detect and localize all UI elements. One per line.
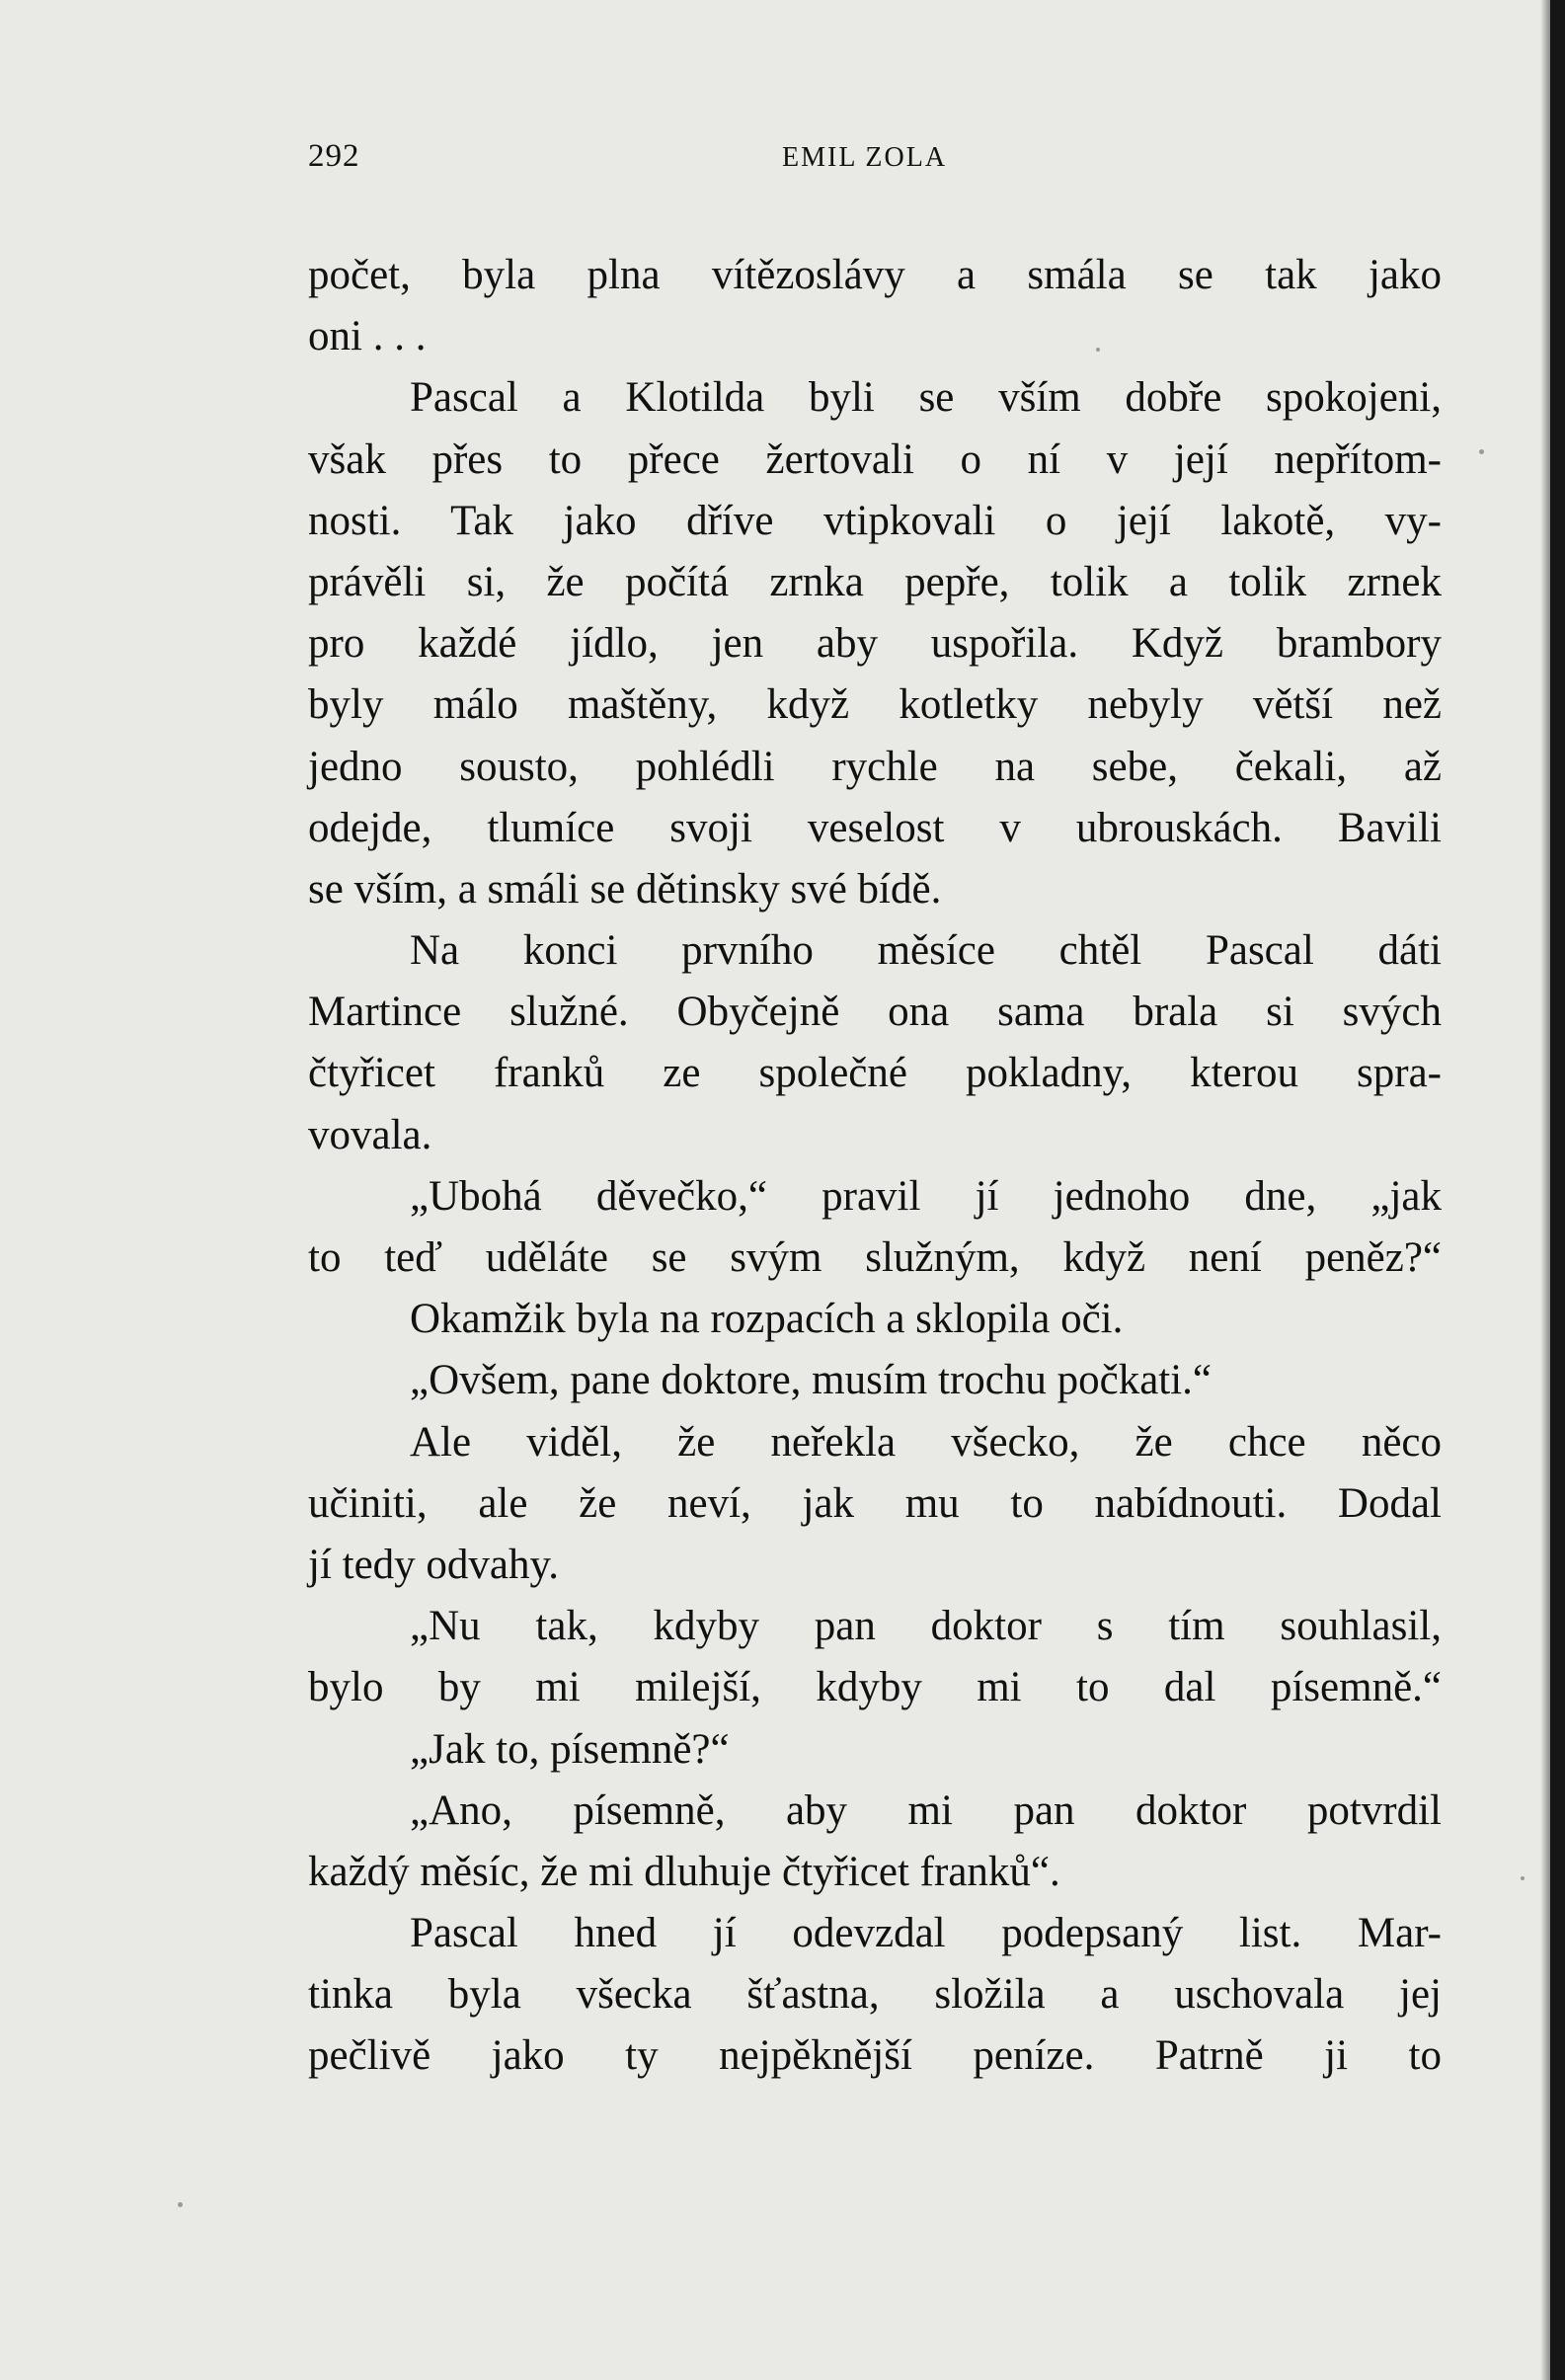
text-line: Okamžik byla na rozpacích a sklopila oči. xyxy=(410,1296,1124,1343)
text-line: právěli si, že počítá zrnka pepře, tolik a tolik zrnek xyxy=(308,558,1442,605)
text-line: „Ano, písemně, aby mi pan doktor potvrdil xyxy=(410,1786,1442,1834)
text-line: čtyřicet franků ze společné pokladny, kterou spra- xyxy=(308,1050,1442,1097)
scan-speck xyxy=(178,2202,183,2207)
text-line: pečlivě jako ty nejpěknější peníze. Patrně ji to xyxy=(308,2032,1442,2080)
page-header xyxy=(308,138,1439,188)
text-line: to teď uděláte se svým služným, když není peněz?“ xyxy=(308,1234,1442,1281)
text-line: však přes to přece žertovali o ní v její nepřítom- xyxy=(308,436,1442,483)
text-line: tinka byla všecka šťastna, složila a uschovala jej xyxy=(308,1971,1442,2019)
text-line: „Ovšem, pane doktore, musím trochu počkati.“ xyxy=(410,1357,1213,1404)
text-line: se vším, a smáli se dětinsky své bídě. xyxy=(308,865,942,912)
text-line: Pascal hned jí odevzdal podepsaný list. Mar- xyxy=(410,1910,1442,1957)
text-line: Martince služné. Obyčejně ona sama brala si svých xyxy=(308,989,1442,1036)
text-line: jí tedy odvahy. xyxy=(308,1541,559,1588)
text-line: odejde, tlumíce svoji veselost v ubrouskách. Bavili xyxy=(308,804,1442,851)
text-line: učiniti, ale že neví, jak mu to nabídnouti. Dodal xyxy=(308,1479,1442,1527)
text-line: jedno sousto, pohlédli rychle na sebe, čekali, až xyxy=(308,743,1442,790)
text-line: pro každé jídlo, jen aby uspořila. Když brambory xyxy=(308,620,1442,668)
text-line: každý měsíc, že mi dluhuje čtyřicet franků“. xyxy=(308,1848,1060,1895)
text-line: „Jak to, písemně?“ xyxy=(410,1725,730,1773)
text-line: Na konci prvního měsíce chtěl Pascal dáti xyxy=(410,927,1442,975)
text-line: počet, byla plna vítězoslávy a smála se tak jako xyxy=(308,252,1442,298)
text-line: „Ubohá děvečko,“ pravil jí jednoho dne, „jak xyxy=(410,1172,1442,1220)
page-edge-gradient xyxy=(1540,0,1550,2380)
text-line: Pascal a Klotilda byli se vším dobře spokojeni, xyxy=(410,374,1442,422)
text-line: vovala. xyxy=(308,1111,432,1158)
running-head: EMIL ZOLA xyxy=(782,142,948,173)
scan-speck xyxy=(1521,1876,1525,1880)
page-number: 292 xyxy=(308,138,360,174)
text-line: byly málo maštěny, když kotletky nebyly větší než xyxy=(308,681,1442,729)
text-line: Ale viděl, že neřekla všecko, že chce něco xyxy=(410,1418,1442,1466)
text-line: oni . . . xyxy=(308,313,427,360)
body-text xyxy=(308,245,1442,2088)
text-line: „Nu tak, kdyby pan doktor s tím souhlasil, xyxy=(410,1603,1442,1650)
text-line: bylo by mi milejší, kdyby mi to dal písemně.“ xyxy=(308,1664,1442,1711)
text-line: nosti. Tak jako dříve vtipkovali o její lakotě, vy- xyxy=(308,497,1442,544)
scan-speck xyxy=(1479,449,1484,454)
page-edge-shadow xyxy=(1550,0,1565,2380)
